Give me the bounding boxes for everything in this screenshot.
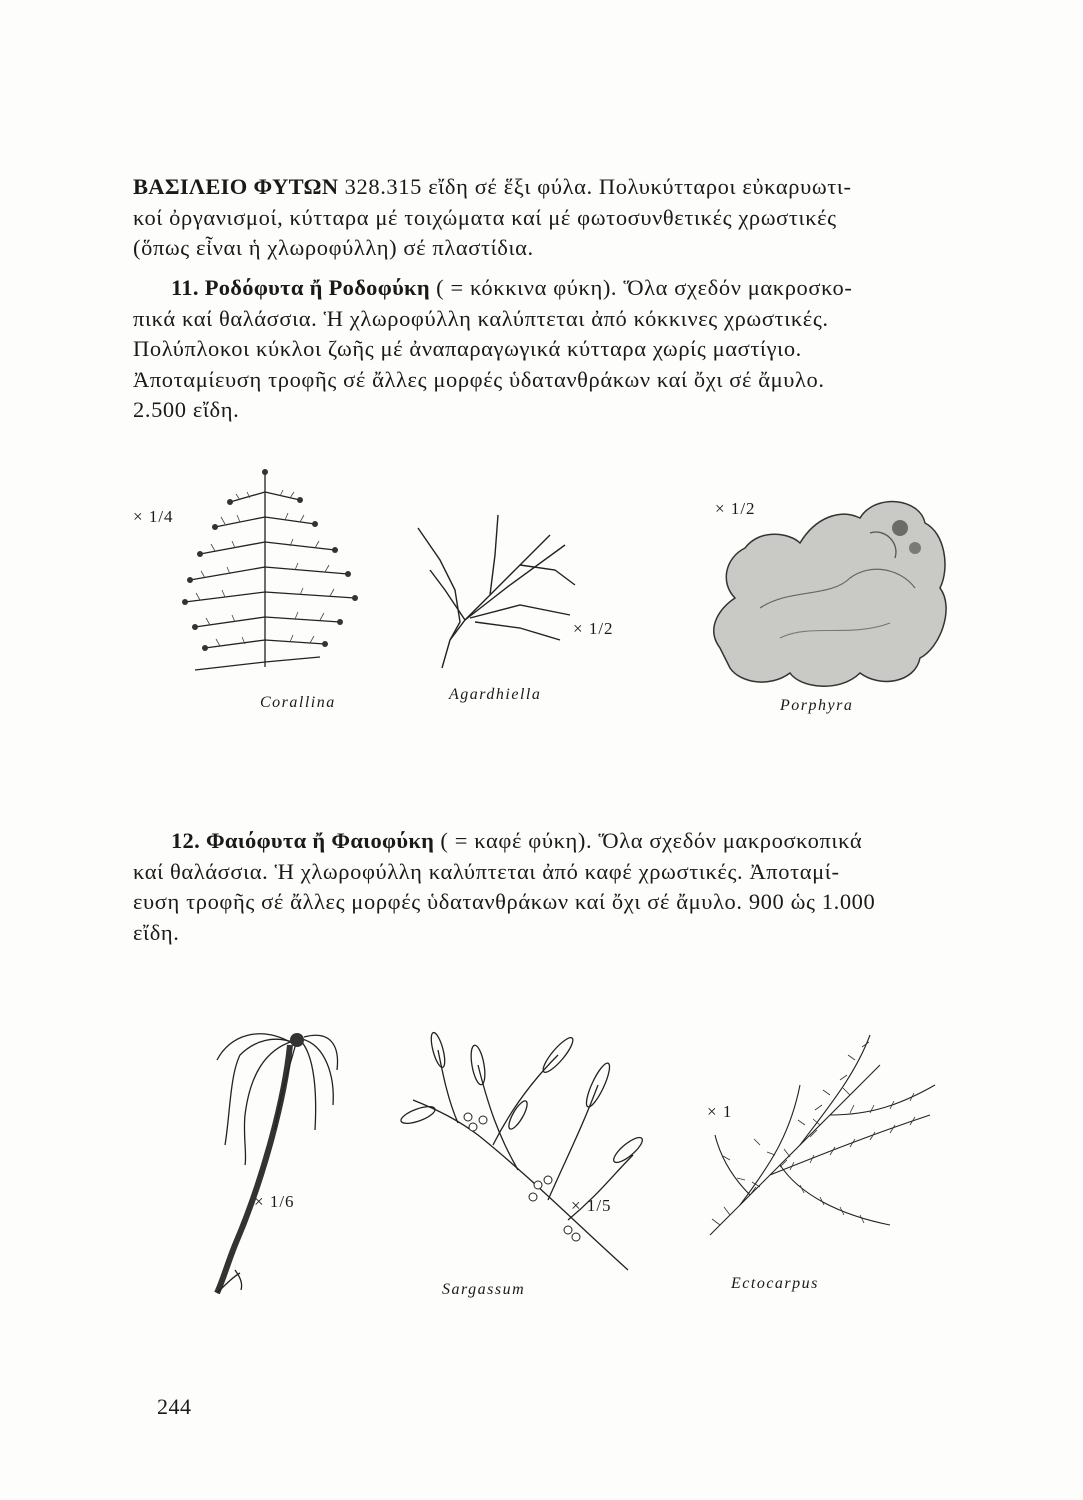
section-11-line-4: Ἀποταμίευση τροφῆς σέ ἄλλες μορφές ὑδατανθράκων καί ὄχι σέ ἄμυλο.	[133, 366, 825, 392]
intro-paragraph	[133, 172, 963, 264]
section-12-heading: 12. Φαιόφυτα ἤ Φαιοφύκη	[171, 828, 435, 853]
section-11-line-3: Πολύπλοκοι κύκλοι ζωῆς μέ ἀναπαραγωγικά κύτταρα χωρίς μαστίγιο.	[133, 336, 802, 361]
ectocarpus-illustration	[680, 1025, 945, 1265]
porphyra-illustration	[700, 488, 955, 698]
section-12-paragraph	[133, 826, 983, 948]
section-11-line-2: πικά καί θαλάσσια. Ἡ χλωροφύλλη καλύπτεται ἀπό κόκκινες χρωστικές.	[133, 305, 829, 331]
ectocarpus-caption: Ectocarpus	[731, 1275, 819, 1292]
section-11-paragraph	[133, 273, 963, 426]
section-12-line-2: καί θαλάσσια. Ἡ χλωροφύλλη καλύπτεται ἀπό καφέ χρωστικές. Ἀποταμί-	[133, 858, 840, 884]
sargassum-scale: × 1/5	[571, 1196, 612, 1215]
section-12-line-4: εἴδη.	[133, 919, 180, 945]
intro-line-3: (ὅπως εἶναι ἡ χλωροφύλλη) σέ πλαστίδια.	[133, 235, 534, 260]
section-12-line-1: ( = καφέ φύκη). Ὅλα σχεδόν μακροσκοπικά	[434, 828, 863, 853]
intro-line-2: κοί ὀργανισμοί, κύτταρα μέ τοιχώματα καί μέ φωτοσυνθετικές χρωστικές	[133, 204, 837, 230]
section-11-line-1: ( = κόκκινα φύκη). Ὅλα σχεδόν μακροσκο-	[429, 275, 853, 300]
corallina-caption: Corallina	[260, 694, 336, 711]
kelp-scale: × 1/6	[254, 1192, 295, 1211]
page-number: 244	[157, 1394, 192, 1419]
kelp-illustration	[205, 1015, 345, 1300]
porphyra-caption: Porphyra	[780, 697, 854, 714]
agardhiella-scale: × 1/2	[573, 619, 614, 638]
section-11-line-5: 2.500 εἴδη.	[133, 397, 240, 422]
corallina-scale: × 1/4	[133, 507, 174, 526]
porphyra-scale: × 1/2	[715, 499, 756, 518]
corallina-illustration	[170, 462, 365, 677]
ectocarpus-scale: × 1	[707, 1102, 733, 1121]
agardhiella-illustration	[410, 510, 590, 670]
section-12-line-3: ευση τροφῆς σέ ἄλλες μορφές ὑδατανθράκων καί ὄχι σέ ἄμυλο. 900 ὡς 1.000	[133, 889, 876, 914]
sargassum-illustration	[398, 1025, 643, 1275]
agardhiella-caption: Agardhiella	[449, 686, 542, 703]
kingdom-heading: ΒΑΣΙΛΕΙΟ ΦΥΤΩΝ	[133, 174, 339, 199]
sargassum-caption: Sargassum	[442, 1281, 526, 1298]
section-11-heading: 11. Ροδόφυτα ἤ Ροδοφύκη	[171, 275, 430, 300]
intro-line-1: 328.315 εἴδη σέ ἕξι φύλα. Πολυκύτταροι εὐκαρυωτι-	[338, 174, 852, 199]
